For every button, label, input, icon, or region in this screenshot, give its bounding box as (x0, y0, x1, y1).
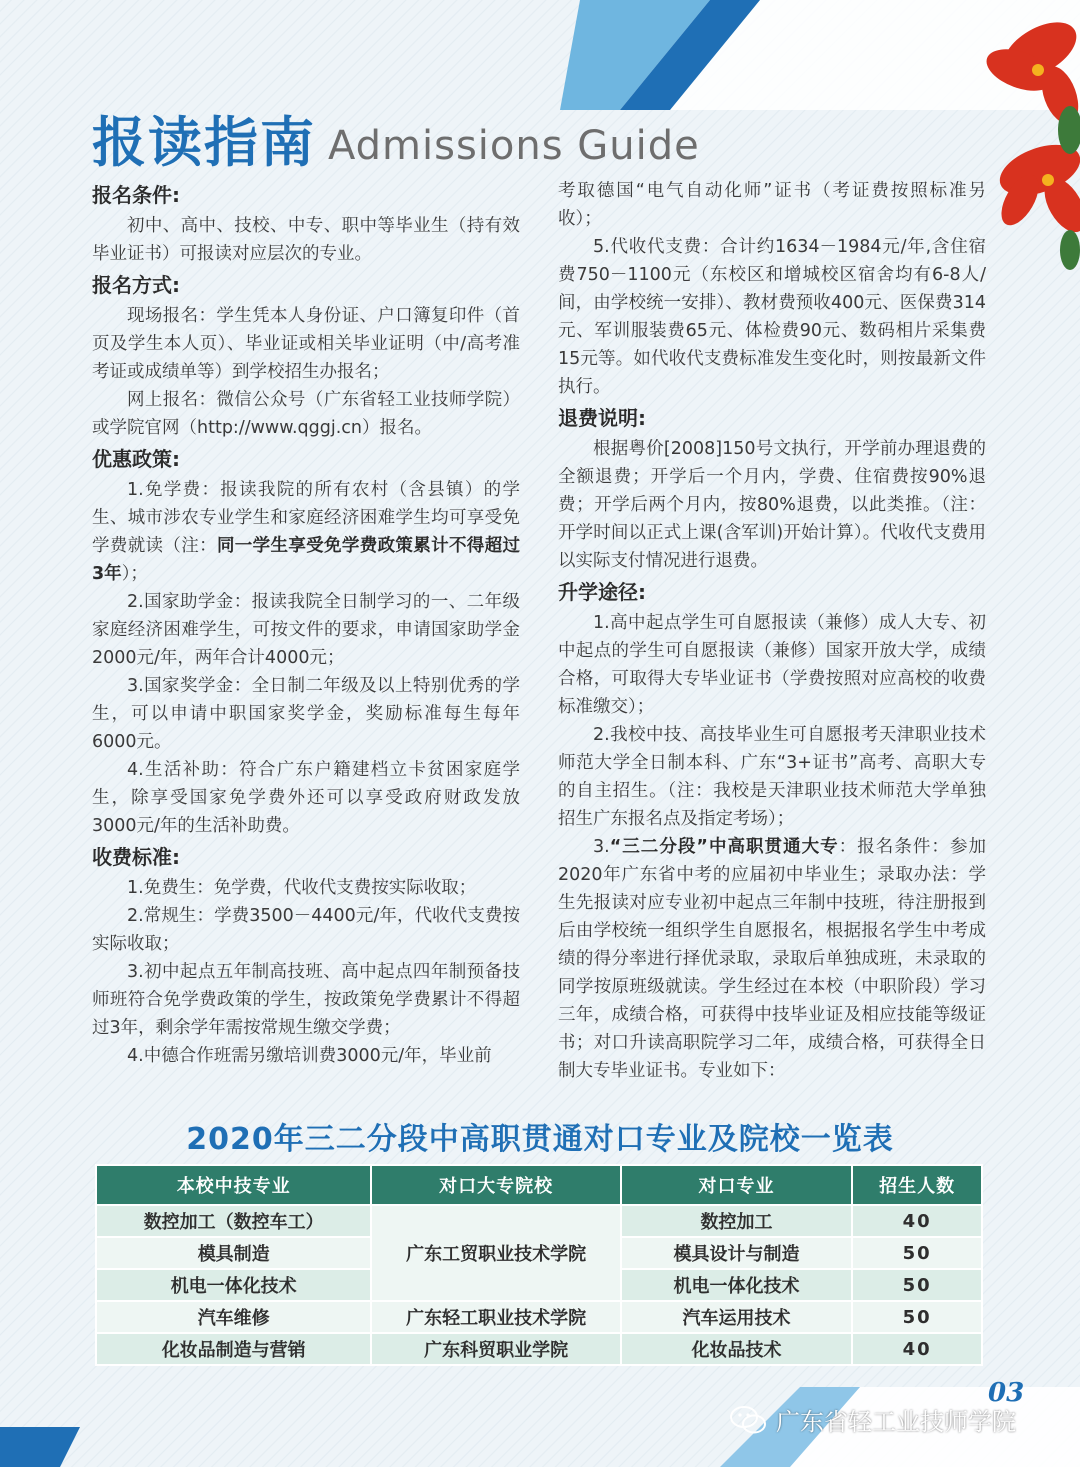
page-number: 03 (988, 1378, 1025, 1408)
text-run: ）； (121, 564, 148, 584)
table-cell: 广东工贸职业技术学院 (371, 1205, 620, 1301)
watermark-text: 广东省轻工业技师学院 (776, 1408, 1016, 1436)
table-cell: 广东轻工职业技术学院 (371, 1301, 620, 1333)
column-header: 招生人数 (852, 1165, 982, 1205)
table-cell: 模具设计与制造 (621, 1237, 852, 1269)
section-heading: 退费说明: (558, 406, 646, 430)
table-cell: 50 (852, 1301, 982, 1333)
paragraph: 2.我校中技、高技毕业生可自愿报考天津职业技术师范大学全日制本科、广东“3+证书”高考、高职大专的自主招生。（注：我校是天津职业技术师范大学单独招生广东报名点及指定考场）； (558, 725, 986, 829)
paragraph: 3.初中起点五年制高技班、高中起点四年制预备技师班符合免学费政策的学生，按政策免学费累计不得超过3年，剩余学年需按常规生缴交学费； (92, 962, 520, 1038)
table-row (96, 1333, 982, 1365)
paragraph: 4.中德合作班需另缴培训费3000元/年，毕业前 (127, 1046, 492, 1066)
page-title: 报读指南 (92, 111, 316, 174)
corner-decoration-bottom-left (0, 1427, 90, 1467)
section-heading: 收费标准: (92, 845, 180, 869)
table-row (96, 1301, 982, 1333)
paragraph: 1.免费生：免学费，代收代支费按实际收取； (127, 878, 477, 898)
page-header (92, 100, 700, 174)
table-cell: 广东科贸职业学院 (371, 1333, 620, 1365)
column-header: 对口大专院校 (371, 1165, 620, 1205)
table-cell: 汽车运用技术 (621, 1301, 852, 1333)
text-run: 3. (593, 837, 610, 857)
table-cell: 40 (852, 1333, 982, 1365)
table-cell: 机电一体化技术 (96, 1269, 371, 1301)
table-cell: 化妆品技术 (621, 1333, 852, 1365)
table-cell: 模具制造 (96, 1237, 371, 1269)
wechat-watermark (730, 1402, 1016, 1437)
bold-text: “三二分段”中高职贯通大专 (609, 837, 839, 857)
paragraph: 网上报名：微信公众号（广东省轻工业技师学院）或学院官网（http://www.qggj.cn）报名。 (92, 390, 520, 438)
paragraph: 考取德国“电气自动化师”证书（考证费按照标准另收）； (558, 181, 986, 229)
text-run: 1.免学费：报读我院的所有农村（含县镇）的学生、城市涉农专业学生和家庭经济困难学生均可享受免学费就读（注： (92, 480, 520, 556)
paragraph: 现场报名：学生凭本人身份证、户口簿复印件（首页及学生本人页）、毕业证或相关毕业证明（中/高考准考证或成绩单等）到学校招生办报名； (92, 306, 520, 382)
right-column (558, 177, 986, 1085)
paragraph: 5.代收代支费：合计约1634－1984元/年,含住宿费750－1100元（东校区和增城校区宿舍均有6-8人/间，由学校统一安排）、教材费预收400元、医保费314元、军训服装费65元、体检费90元、数码相片采集费15元等。如代收代支费标准发生变化时，则按最新文件执行。 (558, 237, 986, 397)
column-header: 对口专业 (621, 1165, 852, 1205)
paragraph: 4.生活补助：符合广东户籍建档立卡贫困家庭学生，除享受国家免学费外还可以享受政府财政发放3000元/年的生活补助费。 (92, 760, 520, 836)
paragraph: 初中、高中、技校、中专、职中等毕业生（持有效毕业证书）可报读对应层次的专业。 (92, 216, 520, 264)
text-run: ：报名条件：参加2020年广东省中考的应届初中毕业生；录取办法：学生先报读对应专业初中起点三年制中技班，待注册报到后由学校统一组织学生自愿报名，根据报名学生中考成绩的得分率进行择优录取，录取后单独成班，未录取的同学按原班级就读。学生经过在本校（中职阶段）学习三年，成绩合格，可获得中技毕业证及相应技能等级证书；对口升读高职院学习二年，成绩合格，可获得全日制大专毕业证书。专业如下： (558, 837, 986, 1081)
paragraph: 3.国家奖学金：全日制二年级及以上特别优秀的学生，可以申请中职国家奖学金，奖励标准每生每年6000元。 (92, 676, 520, 752)
section-heading: 报名条件: (92, 183, 180, 207)
section-heading: 报名方式: (92, 273, 180, 297)
table-cell: 数控加工 (621, 1205, 852, 1237)
program-table (95, 1164, 983, 1366)
paragraph: 2.常规生：学费3500－4400元/年，代收代支费按实际收取； (92, 906, 520, 954)
table-cell: 化妆品制造与营销 (96, 1333, 371, 1365)
bold-text: 同一学生享受免学费政策累计不得超过3年 (92, 536, 521, 584)
paragraph: 根据粤价[2008]150号文执行，开学前办理退费的全额退费；开学后一个月内，学费、住宿费按90%退费；开学后两个月内，按80%退费，以此类推。（注：开学时间以正式上课(含军训)开始计算）。代收代支费用以实际支付情况进行退费。 (558, 439, 986, 571)
table-cell: 汽车维修 (96, 1301, 371, 1333)
left-column (92, 178, 520, 1070)
paragraph (558, 833, 986, 1085)
wechat-icon (730, 1405, 766, 1435)
table-header-row (96, 1165, 982, 1205)
paragraph (92, 476, 520, 588)
table-cell: 机电一体化技术 (621, 1269, 852, 1301)
table-cell: 数控加工（数控车工） (96, 1205, 371, 1237)
table-cell: 40 (852, 1205, 982, 1237)
paragraph: 2.国家助学金：报读我院全日制学习的一、二年级家庭经济困难学生，可按文件的要求，申请国家助学金2000元/年，两年合计4000元； (92, 592, 520, 668)
table-row (96, 1205, 982, 1237)
page-subtitle: Admissions Guide (328, 123, 700, 169)
section-heading: 升学途径: (558, 580, 646, 604)
table-title: 2020年三二分段中高职贯通对口专业及院校一览表 (186, 1122, 894, 1157)
column-header: 本校中技专业 (96, 1165, 371, 1205)
table-cell: 50 (852, 1237, 982, 1269)
table-cell: 50 (852, 1269, 982, 1301)
section-heading: 优惠政策: (92, 447, 180, 471)
paragraph: 1.高中起点学生可自愿报读（兼修）成人大专、初中起点的学生可自愿报读（兼修）国家开放大学，成绩合格，可取得大专毕业证书（学费按照对应高校的收费标准缴交）； (558, 613, 986, 717)
